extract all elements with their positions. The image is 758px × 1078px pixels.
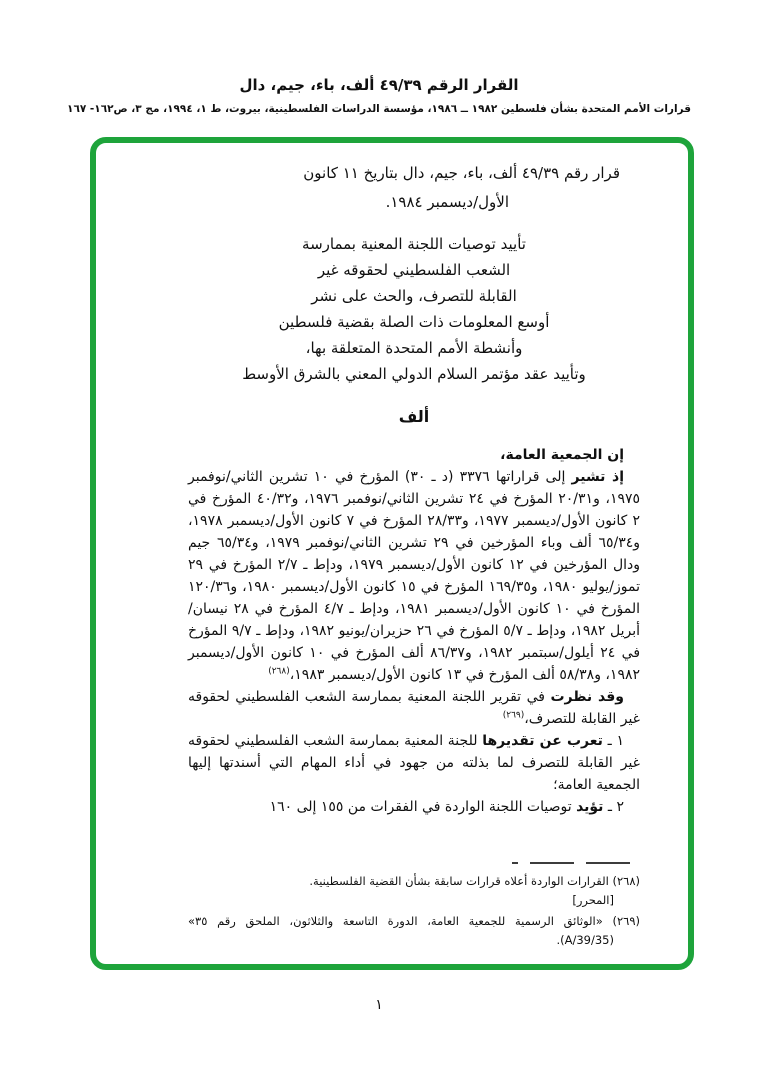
subject-line: أوسع المعلومات ذات الصلة بقضية فلسطين	[278, 313, 550, 331]
footnote-text: «الوثائق الرسمية للجمعية العامة، الدورة التاسعة والثلاثون، الملحق رقم ٣٥» (A/39/35).	[188, 914, 614, 947]
footnote-ref-269: (٢٦٩)	[502, 710, 525, 721]
operative-paragraph-2	[188, 796, 640, 818]
operative-body: للجنة المعنية بممارسة الشعب الفلسطيني لحقوقه غير القابلة للتصرف لما بذلته من جهود في أداء المهام التي أسندتها إليها الجمعية العامة؛	[188, 733, 640, 793]
page-header	[0, 76, 758, 115]
operative-number: ٢ ـ	[603, 799, 624, 815]
resolution-box	[90, 137, 694, 970]
page-title: القرار الرقم ٤٩/٣٩ ألف، باء، جيم، دال	[239, 76, 519, 94]
considered-lead: وقد نظرت	[550, 689, 624, 705]
resolution-intro	[188, 159, 640, 217]
footnote-269	[188, 912, 640, 950]
footnote-ref-label: (٢٦٩)	[612, 914, 640, 928]
footnote-ref-label: (٢٦٨)	[612, 874, 640, 888]
recall-body: إلى قراراتها ٣٣٧٦ (د ـ ٣٠) المؤرخ في ١٠ تشرين الثاني/نوفمبر ١٩٧٥، و٢٠/٣١ المؤرخ في ٢٤ تشرين الثاني/نوفمبر ١٩٧٦، و٤٠/٣٢ المؤرخ في ٢ كانون الأول/ديسمبر ١٩٧٧، و٢٨/٣٣ المؤرخ في ٧ كانون الأول/ديسمبر ١٩٧٨، و٦٥/٣٤ ألف وباء المؤرخين في ٢٩ تشرين الثاني/نوفمبر ١٩٧٩، و٦٥/٣٤ جيم ودال المؤرخين في ١٢ كانون الأول/ديسمبر ١٩٧٩، ودإط ـ ٢/٧ المؤرخ في ٢٩ تموز/يوليو ١٩٨٠، و١٦٩/٣٥ المؤرخ في ١٥ كانون الأول/ديسمبر ١٩٨٠، و١٢٠/٣٦ المؤرخ في ١٠ كانون الأول/ديسمبر ١٩٨١، ودإط ـ ٤/٧ المؤرخ في ٢٨ نيسان/أبريل ١٩٨٢، ودإط ـ ٥/٧ المؤرخ في ٢٦ حزيران/يونيو ١٩٨٢، ودإط ـ ٩/٧ المؤرخ في ٢٤ أيلول/سبتمبر ١٩٨٢، و٨٦/٣٧ ألف المؤرخ في ١٠ كانون الأول/ديسمبر ١٩٨٢، و٥٨/٣٨ ألف المؤرخ في ١٣ كانون الأول/ديسمبر ١٩٨٣،	[188, 469, 641, 683]
subject-line: وتأييد عقد مؤتمر السلام الدولي المعني بالشرق الأوسط	[242, 365, 586, 383]
resolution-intro-line: قرار رقم ٤٩/٣٩ ألف، باء، جيم، دال بتاريخ ١١ كانون	[303, 164, 620, 182]
source-citation: قرارات الأمم المتحدة بشأن فلسطين ١٩٨٢ ــ ١٩٨٦، مؤسسة الدراسات الفلسطينية، بيروت، ط ١، ١٩٩٤، مج ٣، ص١٦٢- ١٦٧	[67, 103, 691, 115]
subject-line: تأييد توصيات اللجنة المعنية بممارسة	[302, 235, 526, 253]
footnotes-block	[188, 862, 640, 952]
considered-paragraph	[188, 686, 640, 730]
operative-lead: تؤيد	[576, 799, 604, 815]
subject-line: القابلة للتصرف، والحث على نشر	[311, 287, 517, 305]
section-heading-alef: ألف	[398, 407, 430, 426]
resolution-subject	[188, 231, 640, 387]
subject-line: الشعب الفلسطيني لحقوقه غير	[317, 261, 511, 279]
footnote-separator	[512, 862, 630, 864]
recall-lead: إذ تشير	[571, 469, 624, 485]
considered-body: في تقرير اللجنة المعنية بممارسة الشعب الفلسطيني لحقوقه غير القابلة للتصرف،	[188, 689, 640, 727]
footnote-ref-268: (٢٦٨)	[268, 666, 290, 677]
footnote-text: القرارات الواردة أعلاه قرارات سابقة بشأن القضية الفلسطينية.	[309, 874, 613, 888]
resolution-intro-line: الأول/ديسمبر ١٩٨٤.	[385, 193, 509, 211]
recall-paragraph	[188, 466, 640, 686]
operative-lead: تعرب عن تقديرها	[482, 733, 603, 749]
operative-paragraph-1	[188, 730, 640, 796]
operative-number: ١ ـ	[602, 733, 624, 749]
footnote-editor-note: [المحرر]	[572, 893, 614, 907]
operative-body: توصيات اللجنة الواردة في الفقرات من ١٥٥ إلى ١٦٠	[269, 799, 577, 815]
page-number: ١	[375, 997, 383, 1013]
footnote-268	[188, 872, 640, 910]
preamble-intro: إن الجمعية العامة،	[500, 447, 624, 463]
subject-line: وأنشطة الأمم المتحدة المتعلقة بها،	[305, 339, 523, 357]
